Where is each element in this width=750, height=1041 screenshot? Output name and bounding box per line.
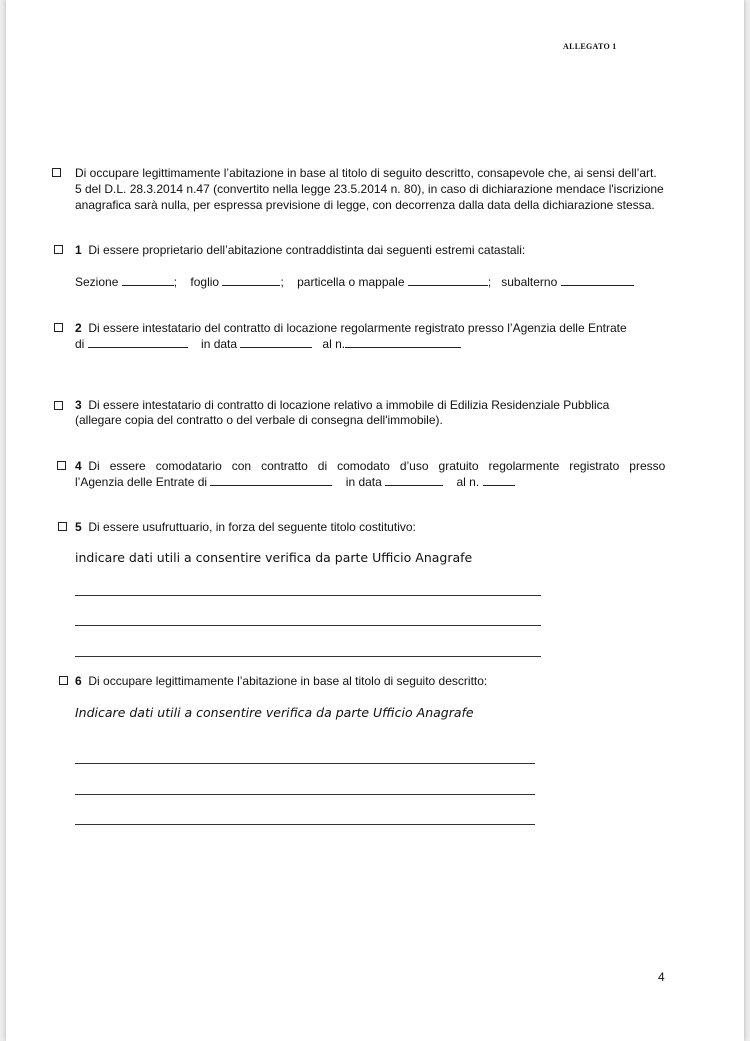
- option-5-hint: indicare dati utili a consentire verifica da parte Ufficio Anagrafe: [75, 550, 473, 565]
- option-5-line-2[interactable]: [75, 625, 541, 626]
- option-3-number: 3: [75, 398, 82, 412]
- option-6-label: Di occupare legittimamente l’abitazione in base al titolo di seguito descritto:: [88, 674, 488, 688]
- option-2-number: 2: [75, 321, 82, 335]
- agenzia-label: l’Agenzia delle Entrate di: [75, 475, 208, 489]
- page-number: 4: [658, 970, 665, 984]
- option-3-line-2: (allegare copia del contratto o del verbale di consegna dell'immobile).: [75, 413, 443, 427]
- option-4-text: [75, 459, 665, 475]
- intro-line-1: Di occupare legittimamente l’abitazione in base al titolo di seguito descritto, consapevole che, ai sensi dell’art.: [75, 166, 657, 180]
- allegato-label: ALLEGATO 1: [563, 42, 617, 51]
- option-1-number: 1: [75, 243, 82, 257]
- numero-field[interactable]: [345, 336, 461, 348]
- option-6-line-1[interactable]: [75, 763, 535, 764]
- intro-line-2: 5 del D.L. 28.3.2014 n.47 (convertito nella legge 23.5.2014 n. 80), in caso di dichiarazione mendace l'iscrizione: [75, 182, 664, 196]
- subalterno-field[interactable]: [561, 274, 634, 286]
- checkbox-option-1[interactable]: [54, 245, 63, 254]
- option-6-text: [75, 674, 487, 690]
- foglio-label: foglio: [190, 275, 220, 289]
- in-data-label-4: in data: [345, 475, 382, 489]
- sezione-field[interactable]: [122, 274, 174, 286]
- option-6-hint: Indicare dati utili a consentire verifica da parte Ufficio Anagrafe: [75, 705, 474, 720]
- in-data-label: in data: [201, 337, 238, 351]
- checkbox-intro[interactable]: [52, 168, 61, 177]
- di-label: di: [75, 337, 85, 351]
- option-5-text: [75, 520, 416, 536]
- checkbox-option-6[interactable]: [59, 676, 68, 685]
- comodato-row: [75, 474, 515, 491]
- sezione-label: Sezione: [75, 275, 119, 289]
- option-1-label: Di essere proprietario dell’abitazione contraddistinta dai seguenti estremi catastali:: [88, 243, 526, 257]
- agenzia-di-field[interactable]: [210, 474, 332, 486]
- subalterno-label: subalterno: [501, 275, 558, 289]
- option-6-number: 6: [75, 674, 82, 688]
- option-6-line-2[interactable]: [75, 794, 535, 795]
- checkbox-option-3[interactable]: [54, 401, 63, 410]
- checkbox-option-5[interactable]: [58, 522, 67, 531]
- option-5-line-3[interactable]: [75, 656, 541, 657]
- option-2-label: Di essere intestatario del contratto di locazione regolarmente registrato presso l’Agenzia delle Entrate: [88, 321, 627, 335]
- foglio-field[interactable]: [222, 274, 280, 286]
- sep-2: ;: [280, 275, 284, 289]
- sep-3: ;: [487, 275, 492, 289]
- option-1-text: [75, 243, 525, 259]
- option-5-line-1[interactable]: [75, 595, 541, 596]
- option-3-label: Di essere intestatario di contratto di locazione relativo a immobile di Edilizia Residenziale Pubblica: [88, 398, 610, 412]
- agenzia-field[interactable]: [88, 336, 188, 348]
- al-n-label-4: al n.: [456, 475, 480, 489]
- option-4-number: 4: [75, 459, 82, 473]
- numero-field-4[interactable]: [483, 474, 515, 486]
- option-2-text: [75, 321, 627, 337]
- particella-field[interactable]: [408, 274, 488, 286]
- document-page: [6, 0, 744, 1041]
- data-field-4[interactable]: [385, 474, 443, 486]
- particella-label: particella o mappale: [297, 275, 405, 289]
- al-n-label: al n.: [322, 337, 346, 351]
- intro-line-3: anagrafica sarà nulla, per espressa previsione di legge, con decorrenza dalla data della dichiarazione stessa.: [75, 198, 655, 212]
- option-6-line-3[interactable]: [75, 824, 535, 825]
- data-field[interactable]: [240, 336, 312, 348]
- option-5-number: 5: [75, 520, 82, 534]
- option-3-text: [75, 398, 609, 414]
- option-5-label: Di essere usufruttuario, in forza del seguente titolo costitutivo:: [88, 520, 416, 534]
- option-4-label: Di essere comodatario con contratto di comodato d’uso gratuito regolarmente registrato presso: [88, 459, 666, 473]
- checkbox-option-4[interactable]: [57, 461, 66, 470]
- checkbox-option-2[interactable]: [54, 323, 63, 332]
- locazione-row: [75, 336, 461, 353]
- catasto-row: [75, 274, 634, 291]
- sep-1: ;: [173, 275, 178, 289]
